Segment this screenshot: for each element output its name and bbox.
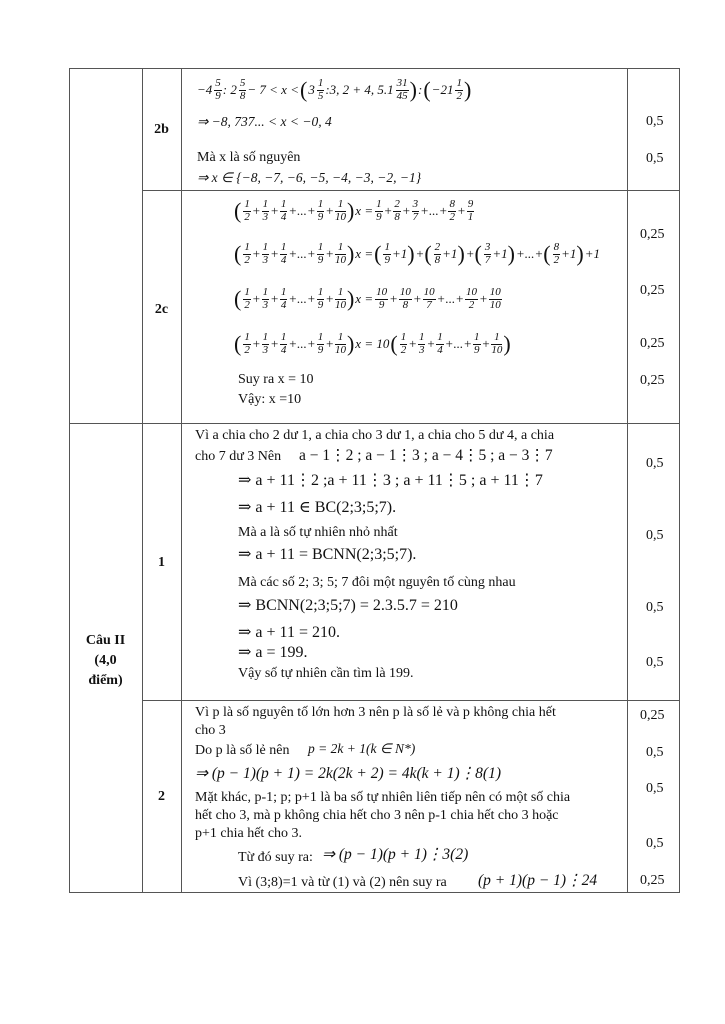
section-label-line: Câu II <box>85 633 126 648</box>
conclusion-line: Vậy: x =10 <box>238 392 302 407</box>
score: 0,5 <box>646 655 664 670</box>
inequality-expression: −4 5 9 : 2 5 8 − 7 < x < ( 3 1 5 :3, 2 + 4, 5.1 31 45 ) : ( −21 1 2 ) <box>197 76 472 102</box>
integer-statement: Mà x là số nguyên <box>197 150 301 165</box>
column-divider <box>181 69 182 892</box>
paragraph-line: hết cho 3, mà p không chia hết cho 3 nên p-1 chia hết cho 3 hoặc <box>195 808 559 823</box>
paragraph-line: cho 3 <box>195 723 226 738</box>
score: 0,5 <box>646 781 664 796</box>
set-result: ⇒ x ∈ {−8, −7, −6, −5, −4, −3, −2, −1} <box>197 170 422 185</box>
score: 0,5 <box>646 151 664 166</box>
math-line: ⇒ (p − 1)(p + 1) = 2k(2k + 2) = 4k(k + 1)⋮8(1) <box>195 765 502 782</box>
math-line: ⇒ a + 11 = BCNN(2;3;5;7). <box>238 546 417 563</box>
paragraph-line: Mà a là số tự nhiên nhỏ nhất <box>238 525 398 540</box>
equation-line-4: ( 1 2 + 1 3 + 1 4 +...+ 1 9 + 1 10 ) x = 10 ( 1 2 + 1 3 + 1 4 +...+ 1 9 + 1 10 ) <box>234 330 511 356</box>
row-label-2c: 2c <box>154 302 169 317</box>
paragraph-line: p+1 chia hết cho 3. <box>195 826 303 841</box>
score: 0,25 <box>640 283 665 298</box>
math-line: ⇒ a + 11⋮2 ;a + 11⋮3 ; a + 11⋮5 ; a + 11⋮7 <box>238 472 543 489</box>
row-divider <box>70 423 679 424</box>
math-line: ⇒ BCNN(2;3;5;7) = 2.3.5.7 = 210 <box>238 597 458 614</box>
math-line: a − 1⋮2 ; a − 1⋮3 ; a − 4⋮5 ; a − 3⋮7 <box>299 447 553 464</box>
section-label-line: (4,0 <box>94 653 117 668</box>
paragraph-line: Vậy số tự nhiên cần tìm là 199. <box>238 666 414 681</box>
math-line: ⇒ a + 11 ∈ BC(2;3;5;7). <box>238 499 397 516</box>
math-line: p = 2k + 1(k ∈ N*) <box>308 741 416 756</box>
paragraph-line: cho 7 dư 3 Nên <box>195 449 282 464</box>
section-label-line: điểm) <box>88 673 123 688</box>
score: 0,5 <box>646 600 664 615</box>
score: 0,5 <box>646 745 664 760</box>
column-divider <box>142 69 143 892</box>
score: 0,25 <box>640 227 665 242</box>
score: 0,5 <box>646 528 664 543</box>
paragraph-line: Vì p là số nguyên tố lớn hơn 3 nên p là số lẻ và p không chia hết <box>195 705 556 720</box>
score: 0,25 <box>640 373 665 388</box>
paragraph-line: Từ đó suy ra: <box>238 850 313 865</box>
equation-line-3: ( 1 2 + 1 3 + 1 4 +...+ 1 9 + 1 10 ) x = $\frac{10}{9}$ + 10 8 + 10 7 +...+ 10 2 + 10 10 <box>234 285 501 311</box>
row-label-2: 2 <box>158 789 165 804</box>
math-line: (p + 1)(p − 1)⋮24 <box>478 872 598 889</box>
equation-line-2: ( 1 2 + 1 3 + 1 4 +...+ 1 9 + 1 10 ) x = ( 1 9 +1 ) + ( 2 8 +1 ) + ( 3 7 +1 ) +...+ ( 8 2 +1 ) +1 <box>234 240 600 266</box>
column-divider <box>627 69 628 892</box>
inequality-result: ⇒ −8, 737... < x < −0, 4 <box>197 114 332 129</box>
paragraph-line: Mà các số 2; 3; 5; 7 đôi một nguyên tố cùng nhau <box>238 575 516 590</box>
math-line: ⇒ a + 11 = 210. <box>238 624 340 641</box>
section-label-cau-ii <box>69 631 142 691</box>
row-label-2b: 2b <box>154 122 169 137</box>
row-label-1: 1 <box>158 555 165 570</box>
conclusion-line: Suy ra x = 10 <box>238 372 314 387</box>
paragraph-line: Mặt khác, p-1; p; p+1 là ba số tự nhiên liên tiếp nên có một số chia <box>195 790 571 805</box>
score: 0,25 <box>640 336 665 351</box>
math-line: ⇒ a = 199. <box>238 644 308 661</box>
equation-line-1: ( 1 2 + 1 3 + 1 4 +...+ 1 9 + 1 10 ) x = $\frac{1}{9}$ + 2 8 + 3 7 +...+ 8 2 + 9 1 <box>234 197 474 223</box>
score: 0,5 <box>646 456 664 471</box>
paragraph-line: Do p là số lẻ nên <box>195 743 290 758</box>
score: 0,25 <box>640 708 665 723</box>
paragraph-line: Vì (3;8)=1 và từ (1) và (2) nên suy ra <box>238 875 447 890</box>
score: 0,25 <box>640 873 665 888</box>
score: 0,5 <box>646 836 664 851</box>
score: 0,5 <box>646 114 664 129</box>
row-divider <box>142 190 679 191</box>
paragraph-line: Vì a chia cho 2 dư 1, a chia cho 3 dư 1, a chia cho 5 dư 4, a chia <box>195 428 555 443</box>
math-line: ⇒ (p − 1)(p + 1)⋮3(2) <box>322 846 469 863</box>
row-divider <box>142 700 679 701</box>
